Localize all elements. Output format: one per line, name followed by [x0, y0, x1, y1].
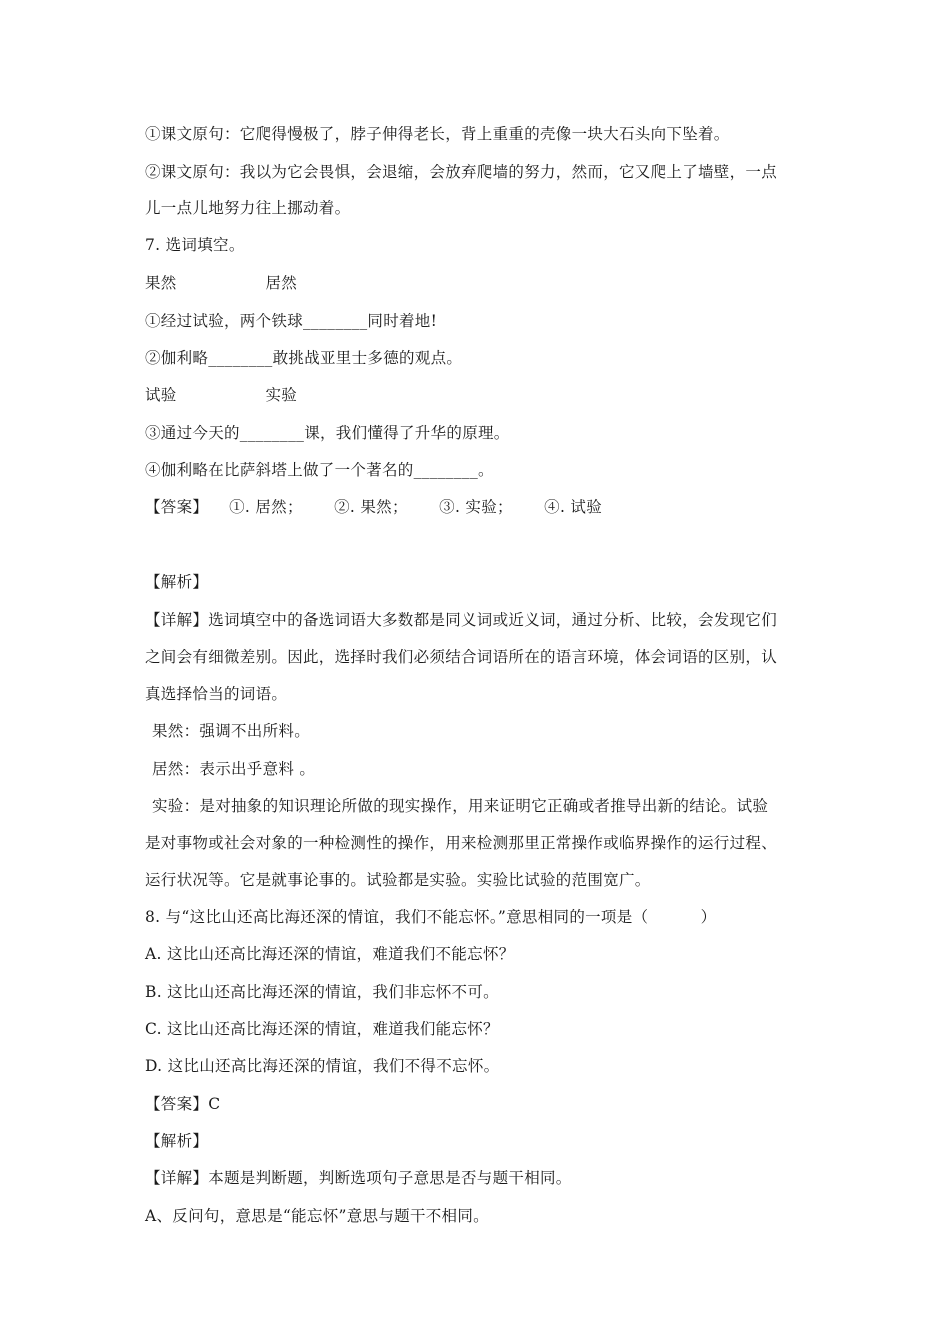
definition-shiyan-1: 实验：是对抽象的知识理论所做的现实操作，用来证明它正确或者推导出新的结论。试验: [152, 797, 769, 815]
question-7-heading: 7. 选词填空。: [145, 236, 245, 254]
definition-shiyan-3: 运行状况等。它是就事论事的。试验都是实验。实验比试验的范围宽广。: [145, 871, 651, 889]
question-8-option-d: D. 这比山还高比海还深的情谊，我们不得不忘怀。: [145, 1057, 500, 1075]
word-choice-row-1: 果然 居然: [145, 274, 298, 292]
question-7-item-3: ③通过今天的________课，我们懂得了升华的原理。: [145, 424, 510, 442]
text-line-original-sentence-2-cont: 儿一点儿地努力往上挪动着。: [145, 199, 351, 217]
question-7-item-4: ④伽利略在比萨斜塔上做了一个著名的________。: [145, 461, 494, 479]
definition-shiyan-2: 是对事物或社会对象的一种检测性的操作，用来检测那里正常操作或临界操作的运行过程、: [145, 834, 778, 852]
question-8-detail-2: A、反问句，意思是“能忘怀”意思与题干不相同。: [145, 1207, 489, 1225]
question-7-detail-2: 之间会有细微差别。因此，选择时我们必须结合词语所在的语言环境，体会词语的区别，认: [145, 648, 778, 666]
question-7-detail-1: 【详解】选词填空中的备选词语大多数都是同义词或近义词，通过分析、比较，会发现它们: [145, 611, 778, 629]
question-8-option-c: C. 这比山还高比海还深的情谊，难道我们能忘怀？: [145, 1020, 499, 1038]
text-line-original-sentence-1: ①课文原句：它爬得慢极了，脖子伸得老长，背上重重的壳像一块大石头向下坠着。: [145, 125, 730, 143]
question-7-item-1: ①经过试验，两个铁球________同时着地!: [145, 312, 438, 330]
question-8-heading: 8. 与“这比山还高比海还深的情谊，我们不能忘怀。”意思相同的一项是（ ）: [145, 908, 717, 926]
question-7-answer: 【答案】 ①. 居然； ②. 果然； ③. 实验； ④. 试验: [145, 498, 603, 516]
question-8-analysis-heading: 【解析】: [145, 1132, 209, 1150]
question-8-option-a: A. 这比山还高比海还深的情谊，难道我们不能忘怀？: [145, 945, 515, 963]
definition-juran: 居然：表示出乎意料 。: [152, 760, 316, 778]
question-8-detail-1: 【详解】本题是判断题，判断选项句子意思是否与题干相同。: [145, 1169, 572, 1187]
question-7-analysis-heading: 【解析】: [145, 573, 209, 591]
question-7-item-2: ②伽利略________敢挑战亚里士多德的观点。: [145, 349, 463, 367]
question-8-answer: 【答案】C: [145, 1095, 221, 1113]
word-choice-row-2: 试验 实验: [145, 386, 298, 404]
question-7-detail-3: 真选择恰当的词语。: [145, 685, 288, 703]
question-8-option-b: B. 这比山还高比海还深的情谊，我们非忘怀不可。: [145, 983, 499, 1001]
text-line-original-sentence-2: ②课文原句：我以为它会畏惧，会退缩，会放弃爬墙的努力，然而，它又爬上了墙壁，一点: [145, 163, 778, 181]
definition-guoran: 果然：强调不出所料。: [152, 722, 311, 740]
